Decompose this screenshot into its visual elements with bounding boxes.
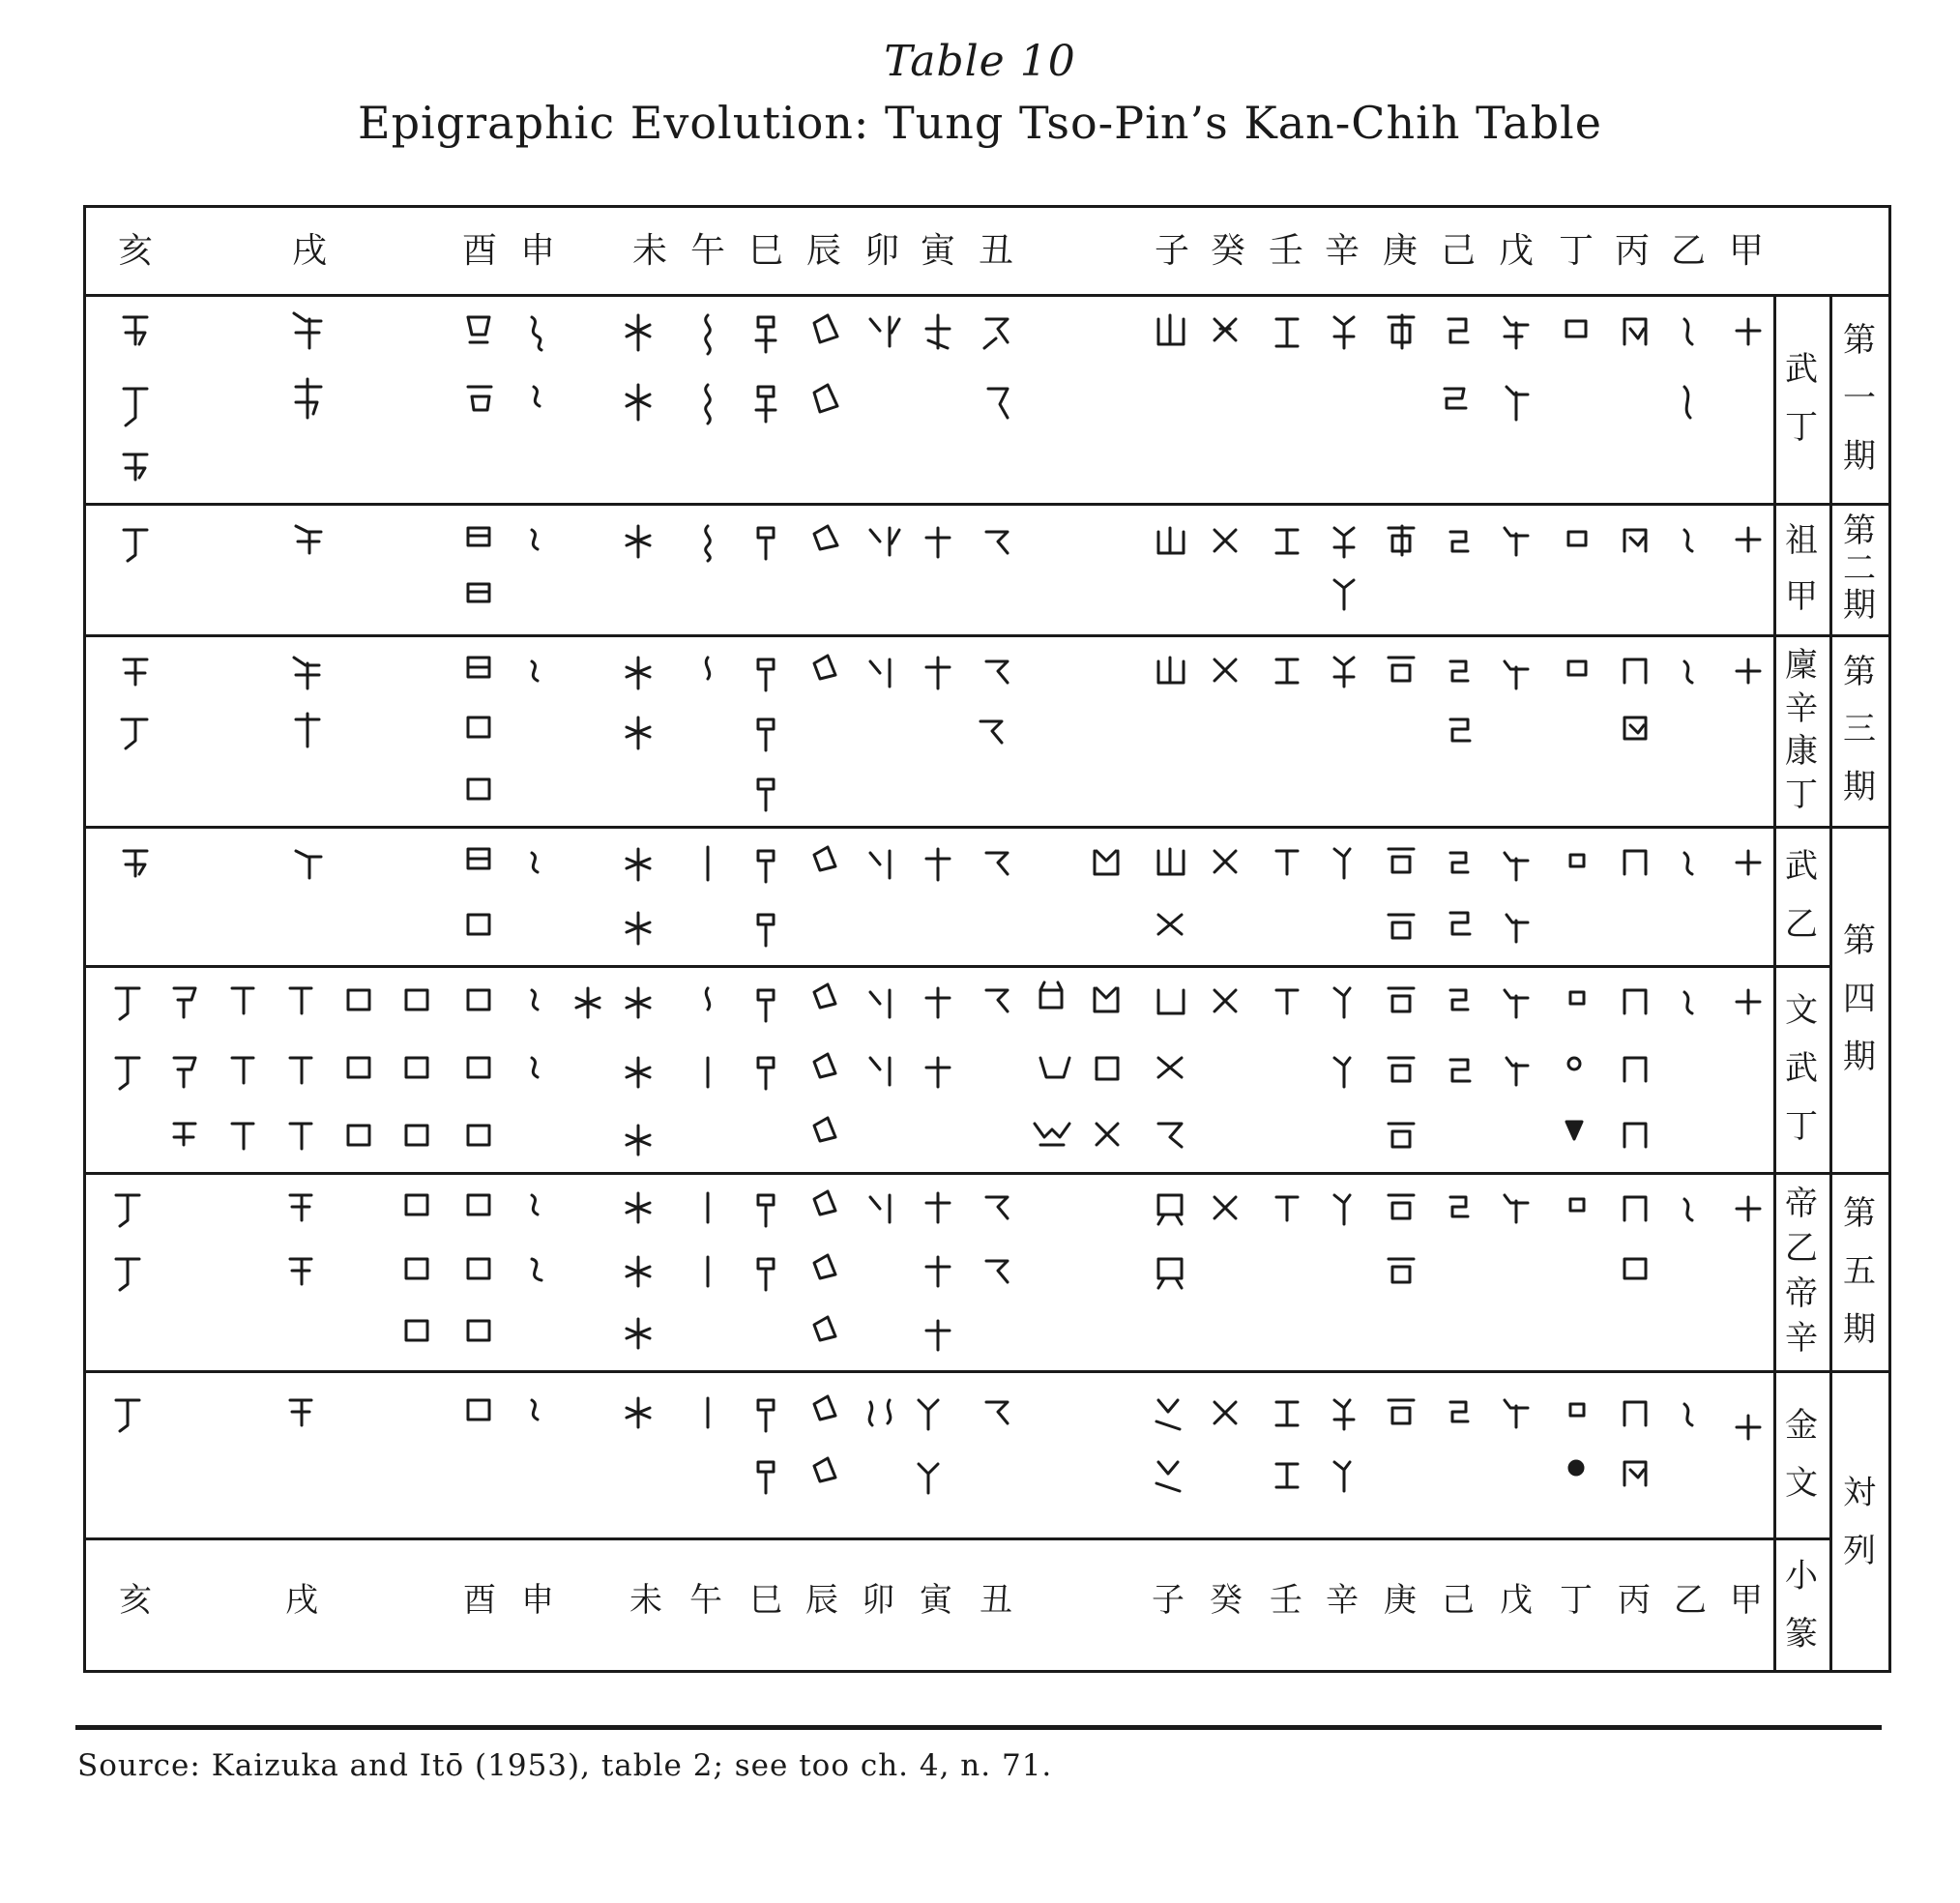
seal-glyph: 未	[629, 1581, 662, 1620]
seal-glyph: 丁	[1560, 1581, 1593, 1620]
period-label: 第三期	[1843, 653, 1876, 806]
header-glyph: 酉	[461, 231, 497, 271]
bronze-forms	[116, 1396, 1760, 1493]
reign-label: 武乙	[1785, 847, 1818, 944]
header-glyph: 甲	[1728, 231, 1764, 271]
period-2-forms	[124, 526, 1760, 609]
seal-glyph: 巳	[749, 1581, 782, 1620]
footer-rule	[75, 1725, 1882, 1730]
header-glyph: 未	[631, 231, 667, 271]
period-label: 第二期	[1843, 512, 1876, 626]
seal-glyph: 戊	[1500, 1581, 1533, 1620]
period-label: 第五期	[1843, 1193, 1876, 1349]
reign-label: 小篆	[1785, 1557, 1818, 1654]
seal-glyph: 丑	[980, 1581, 1012, 1620]
reign-label: 武丁	[1785, 350, 1818, 447]
header-glyph: 壬	[1268, 231, 1303, 271]
header-glyph: 亥	[117, 231, 153, 271]
seal-glyph: 己	[1442, 1581, 1475, 1620]
seal-glyph: 癸	[1210, 1581, 1243, 1620]
header-glyph: 丙	[1614, 231, 1650, 271]
period-label: 第一期	[1843, 321, 1876, 476]
header-glyph: 卯	[863, 231, 899, 271]
header-glyph: 辛	[1324, 231, 1360, 271]
seal-glyph: 戌	[285, 1581, 318, 1620]
seal-glyph: 辛	[1326, 1581, 1359, 1620]
header-glyph: 巳	[747, 231, 783, 271]
seal-glyph: 酉	[463, 1581, 496, 1620]
seal-glyph: 午	[689, 1581, 722, 1620]
header-glyph: 丑	[978, 231, 1013, 271]
seal-glyph: 寅	[920, 1581, 952, 1620]
reign-label: 廩辛康丁	[1785, 646, 1818, 814]
seal-glyph: 亥	[119, 1581, 152, 1620]
period-label: 対列	[1843, 1473, 1876, 1570]
seal-glyph: 申	[521, 1581, 554, 1620]
period-3-forms	[122, 656, 1760, 810]
header-glyph: 戊	[1498, 231, 1534, 271]
reign-label: 祖甲	[1785, 521, 1818, 616]
period-5-forms	[116, 1191, 1760, 1350]
period-4b-forms	[116, 982, 1760, 1155]
seal-glyph: 乙	[1674, 1581, 1707, 1620]
header-glyph: 辰	[805, 231, 841, 271]
header-glyph: 乙	[1670, 231, 1706, 271]
seal-glyph: 辰	[805, 1581, 838, 1620]
period-4a-forms	[124, 847, 1760, 946]
header-glyph: 丁	[1558, 231, 1594, 271]
header-glyph: 申	[519, 231, 555, 271]
header-glyph: 午	[689, 231, 725, 271]
table-number: Table 10	[884, 37, 1076, 86]
header-glyph: 庚	[1382, 231, 1418, 271]
period-1-forms	[124, 313, 1760, 480]
seal-glyph: 卯	[862, 1581, 894, 1620]
header-glyph: 寅	[920, 231, 955, 271]
period-label: 第四期	[1843, 922, 1876, 1076]
header-glyph: 癸	[1210, 231, 1245, 271]
source-note: Source: Kaizuka and Itō (1953), table 2; see too ch. 4, n. 71.	[77, 1748, 1053, 1783]
seal-glyph: 庚	[1384, 1581, 1417, 1620]
header-glyph: 子	[1154, 231, 1189, 271]
table-title: Epigraphic Evolution: Tung Tso-Pin’s Kan-Chih Table	[358, 97, 1602, 149]
reign-label: 文武丁	[1785, 991, 1818, 1146]
reign-label: 金文	[1785, 1405, 1818, 1503]
header-glyph: 己	[1440, 231, 1476, 271]
seal-glyph: 丙	[1618, 1581, 1651, 1620]
seal-glyph: 甲	[1730, 1581, 1763, 1620]
header-glyph: 戌	[291, 231, 327, 271]
seal-glyph: 子	[1152, 1581, 1185, 1620]
reign-label: 帝乙帝辛	[1785, 1185, 1818, 1358]
seal-glyph: 壬	[1270, 1581, 1302, 1620]
